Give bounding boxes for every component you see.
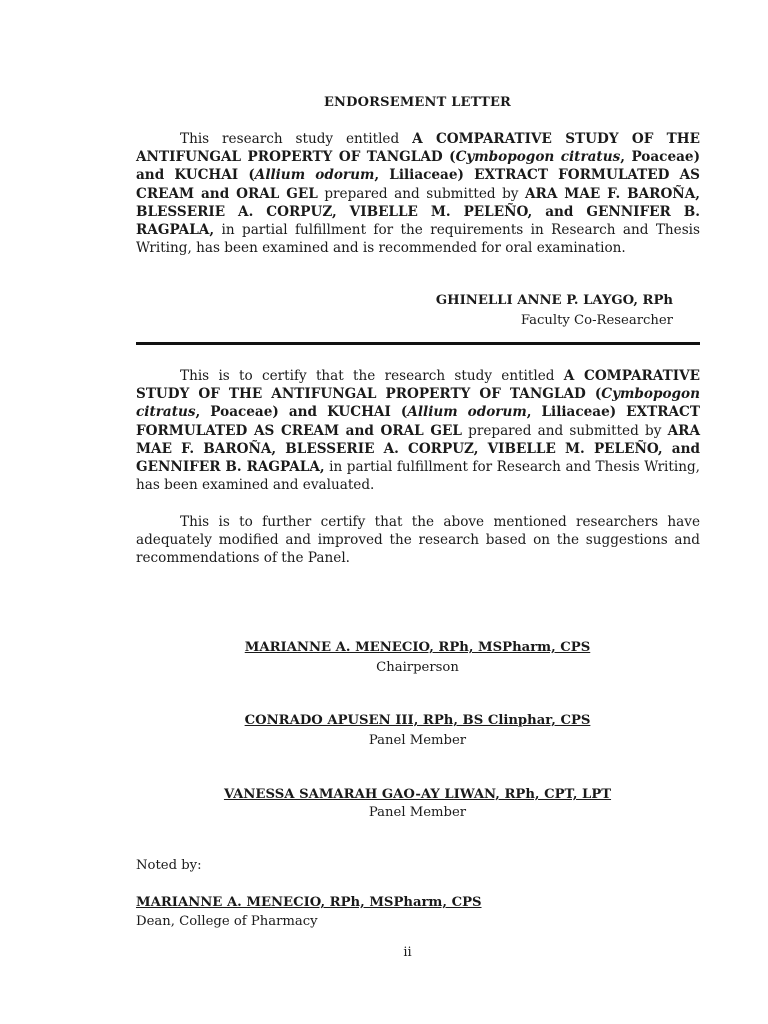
scientific-name-kuchai: Allium odorum [254,167,375,184]
panel-member-name: CONRADO APUSEN III, RPh, BS Clinphar, CPS [244,713,591,728]
panel-member-role: Panel Member [368,733,467,748]
study-title-part1: A COMPARATIVE STUDY OF THE ANTIFUNGAL PROPERTY OF TANGLAD ( [136,131,700,166]
dean-name: MARIANNE A. MENECIO, RPh, MSPharm, CPS [136,895,482,910]
dean-role: Dean, College of Pharmacy [136,914,318,929]
chairperson-name: MARIANNE A. MENECIO, RPh, MSPharm, CPS [244,640,591,655]
scientific-name-tanglad: Cymbopogon citratus [455,149,621,166]
panel-member-name: VANESSA SAMARAH GAO-AY LIWAN, RPh, CPT, LPT [223,787,612,802]
endorsement-lead: This research study entitled [180,131,413,147]
co-researcher-role: Faculty Co-Researcher [520,313,673,328]
section-divider [136,342,700,345]
study-title-part3: , Liliaceae) EXTRACT FORMULATED AS CREAM and ORAL GEL [136,404,700,439]
scientific-name-tanglad: Cymbopogon citratus [136,386,700,421]
endorsement-paragraph [136,130,700,257]
further-certification-paragraph: This is to further certify that the above mentioned researchers have adequately modified and improved the research based on the suggestions and recommendations of the Panel. [136,514,700,567]
endorsement-tail: in partial fulfillment for the requirements in Research and Thesis Writing, has been examined and is recommended for oral examination. [136,222,700,257]
panel-member-role: Panel Member [368,805,467,820]
page-title: ENDORSEMENT LETTER [323,95,512,110]
noted-by-label: Noted by: [136,858,202,873]
endorsement-mid: prepared and submitted by [317,185,525,202]
chairperson-role: Chairperson [376,660,459,675]
page-number: ii [403,945,412,960]
study-title-part2: , Poaceae) and KUCHAI ( [136,149,700,184]
study-title-part2: , Poaceae) and KUCHAI ( [195,404,408,421]
researchers-list: ARA MAE F. BAROÑA, BLESSERIE A. CORPUZ, VIBELLE M. PELEÑO, and GENNIFER B. RAGPALA, [136,422,701,476]
certification-tail: in partial fulfillment for Research and Thesis Writing, has been examined and evaluated. [136,459,700,494]
scientific-name-kuchai: Allium odorum [407,404,527,421]
co-researcher-name: GHINELLI ANNE P. LAYGO, RPh [435,293,673,308]
certification-mid: prepared and submitted by [461,422,668,439]
researchers-list: ARA MAE F. BAROÑA, BLESSERIE A. CORPUZ, VIBELLE M. PELEÑO, and GENNIFER B. RAGPALA, [136,185,701,239]
study-title-part1: A COMPARATIVE STUDY OF THE ANTIFUNGAL PROPERTY OF TANGLAD ( [136,368,700,403]
certification-lead: This is to certify that the research study entitled [180,368,564,384]
study-title-part3: , Liliaceae) EXTRACT FORMULATED AS CREAM and ORAL GEL [136,167,700,202]
certification-paragraph [136,367,700,494]
